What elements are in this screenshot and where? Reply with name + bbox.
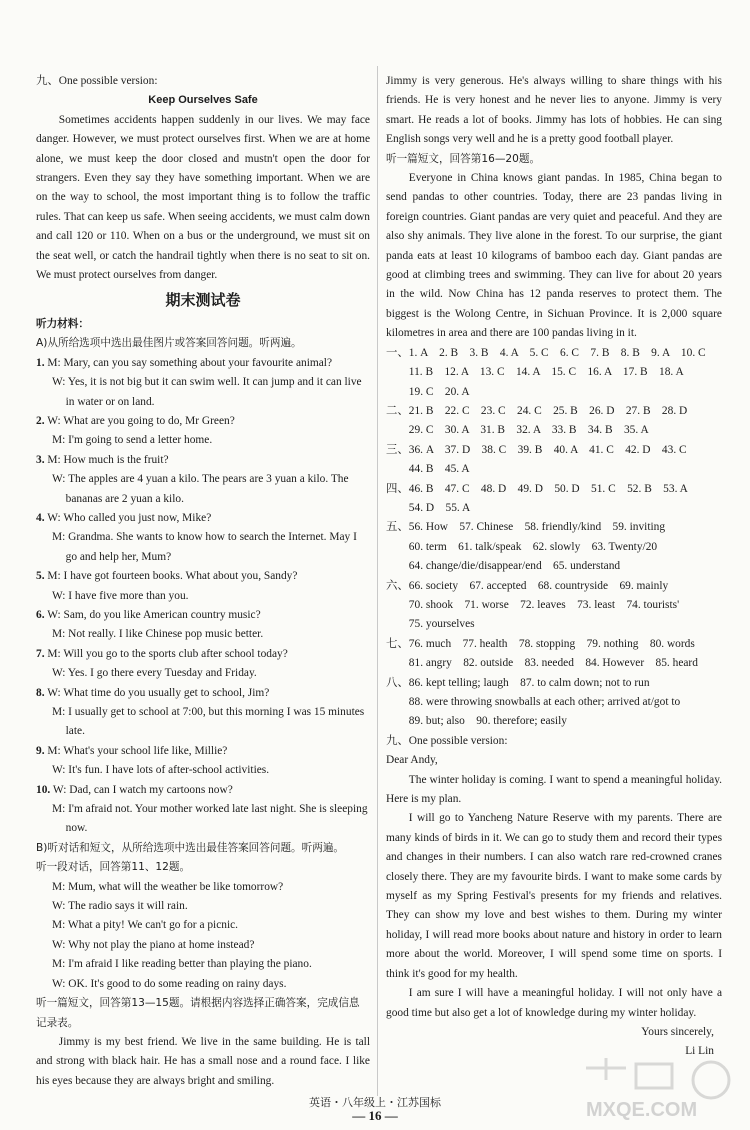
dialogue-line (36, 373, 370, 412)
column-divider (377, 66, 378, 1096)
dialogue-text: M: Grandma. She wants to know how to search the Internet. May I go and help her, Mum? (51, 531, 357, 563)
dialogue-line (36, 742, 370, 761)
letter-paragraph: I will go to Yancheng Nature Reserve with my parents. There are many kinds of birds in it. We can go to study them and record their types and changes in their numbers. I can also watch rare red-crowned cranes closely there. They are my favourite birds. I want to make some cards by myself as my Spring Festival's presents for my friends and relatives. They can show my love and best wishes to them. During my winter holiday, I will read more books about nature and history in order to learn more about the world. Moreover, I will spend some time on sports. I think it's good for my health. (386, 812, 722, 980)
letter-paragraph: I am sure I will have a meaningful holiday. I will not only have a good time but also get a lot of knowledge during my winter holiday. (386, 987, 722, 1019)
talk-line: M: I'm afraid I like reading better than playing the piano. (51, 958, 312, 971)
letter-closing: Yours sincerely, (641, 1025, 714, 1038)
page-footer: 英语・八年级上・江苏国标 (309, 1096, 441, 1109)
jimmy-passage: Jimmy is my best friend. We live in the same building. He is tall and strong with black hair. He has a small nose and a round face. I like his eyes because they are always bright and smiling. (36, 1035, 370, 1087)
page-number: — 16 — (352, 1108, 398, 1123)
dialogue-line (36, 645, 370, 664)
dialogue-line (36, 587, 370, 606)
question-number: 3. (36, 453, 45, 466)
watermark-glyph-icon (586, 1058, 672, 1088)
section-b-instructions: B)听对话和短文，从所给选项中选出最佳答案回答问题。听两遍。 (36, 841, 345, 854)
answer-line: 29. C 30. A 31. B 32. A 33. B 34. B 35. A (408, 424, 649, 437)
dialogue-text: W: Who called you just now, Mike? (47, 511, 212, 524)
dialogue-text: M: I usually get to school at 7:00, but this morning I was 15 minutes late. (51, 706, 365, 738)
dialogue-line (36, 528, 370, 567)
watermark-logo (576, 1054, 736, 1124)
jimmy-passage-continued: Jimmy is very generous. He's always willing to share things with his friends. He is very honest and he never lies to anyone. Jimmy is very smart. He reads a lot of books. Jimmy has lots of hobbies. He can sing English songs very well and he is a pretty good football player. (386, 75, 722, 146)
talk-line: W: OK. It's good to do some reading on rainy days. (51, 977, 287, 990)
section-a-instructions: A)从所给选项中选出最佳图片或答案回答问题。听两遍。 (36, 337, 302, 350)
dialogue-line (36, 354, 370, 373)
essay-title: Keep Ourselves Safe (148, 94, 258, 107)
dialogue-line (36, 470, 370, 509)
answer-line: 64. change/die/disappear/end 65. understand (408, 560, 621, 573)
dialogue-text: M: Mary, can you say something about your favourite animal? (47, 356, 332, 369)
dialogue-11-12-instructions: 听一段对话，回答第11、12题。 (36, 861, 191, 874)
dialogue-line (36, 664, 370, 683)
question-number: 4. (36, 511, 45, 524)
answer-line: 五、56. How 57. Chinese 58. friendly/kind 59. inviting (386, 521, 666, 534)
answer-line: 88. were throwing snowballs at each other; arrived at/got to (408, 696, 681, 708)
dialogue-text: M: How much is the fruit? (47, 453, 169, 466)
question-number: 1. (36, 356, 45, 369)
dialogue-line (36, 761, 370, 780)
question-number: 2. (36, 414, 45, 427)
writing-label: 九、One possible version: (36, 75, 158, 87)
answer-line: 六、66. society 67. accepted 68. countryside 69. mainly (386, 579, 669, 592)
dialogue-text: M: I'm afraid not. Your mother worked late last night. She is sleeping now. (51, 803, 368, 835)
dialogue-line (36, 412, 370, 431)
dialogue-line (36, 625, 370, 644)
dialogue-text: W: Yes. I go there every Tuesday and Friday. (51, 667, 257, 680)
passage-16-20-instructions: 听一篇短文，回答第16—20题。 (386, 152, 541, 165)
talk-line: M: What a pity! We can't go for a picnic. (51, 919, 239, 932)
answer-key (386, 344, 722, 732)
dialogue-line (36, 800, 370, 839)
dialogue-text: W: I have five more than you. (51, 589, 189, 602)
dialogue-line (36, 509, 370, 528)
answer-line: 70. shook 71. worse 72. leaves 73. least 74. tourists' (408, 598, 680, 611)
answer-line: 44. B 45. A (408, 463, 470, 476)
dialogue-line (36, 567, 370, 586)
dialogue-text: W: Dad, can I watch my cartoons now? (52, 783, 233, 796)
dialogue-list (36, 354, 370, 839)
talk-line: W: Why not play the piano at home instead? (51, 938, 255, 951)
dialogue-line (36, 684, 370, 703)
question-number: 7. (36, 647, 45, 660)
dialogue-line (36, 431, 370, 450)
dialogue-text: W: The apples are 4 yuan a kilo. The pears are 3 yuan a kilo. The bananas are 2 yuan a kilo. (51, 473, 349, 505)
left-column (36, 72, 370, 1091)
letter-writing-label: 九、One possible version: (386, 734, 508, 747)
passage-13-15-instructions: 听一篇短文，回答第13—15题。请根据内容选择正确答案，完成信息记录表。 (36, 997, 360, 1029)
question-number: 9. (36, 744, 45, 757)
answer-line: 一、1. A 2. B 3. B 4. A 5. C 6. C 7. B 8. B 9. A 10. C (386, 346, 706, 359)
dialogue-line (36, 606, 370, 625)
letter-paragraph: The winter holiday is coming. I want to spend a meaningful holiday. Here is my plan. (386, 773, 722, 806)
dialogue-text: M: Not really. I like Chinese pop music better. (51, 628, 264, 641)
exam-title: 期末测试卷 (165, 291, 241, 310)
answer-line: 四、46. B 47. C 48. D 49. D 50. D 51. C 52. B 53. A (386, 482, 688, 495)
dialogue-line (36, 451, 370, 470)
letter-greeting: Dear Andy, (386, 754, 438, 767)
talk-line: M: Mum, what will the weather be like tomorrow? (51, 880, 284, 893)
dialogue-text: M: Will you go to the sports club after school today? (47, 647, 288, 660)
dialogue-text: W: What are you going to do, Mr Green? (47, 414, 235, 427)
answer-line: 三、36. A 37. D 38. C 39. B 40. A 41. C 42. D 43. C (386, 443, 687, 456)
answer-line: 81. angry 82. outside 83. needed 84. However 85. heard (408, 657, 698, 670)
answer-line: 二、21. B 22. C 23. C 24. C 25. B 26. D 27. B 28. D (386, 404, 688, 417)
question-number: 10. (36, 783, 51, 796)
letter-signature: Li Lin (685, 1045, 714, 1058)
answer-line: 八、86. kept telling; laugh 87. to calm down; not to run (386, 676, 650, 689)
dialogue-text: W: It's fun. I have lots of after-school activities. (51, 764, 270, 777)
dialogue-line (36, 781, 370, 800)
answer-line: 11. B 12. A 13. C 14. A 15. C 16. A 17. B 18. A (408, 366, 684, 379)
answer-line: 19. C 20. A (408, 385, 470, 398)
right-column (386, 72, 722, 1062)
dialogue-text: M: I'm going to send a letter home. (51, 434, 213, 447)
dialogue-text: W: Sam, do you like American country music? (47, 608, 261, 621)
answer-line: 54. D 55. A (408, 501, 471, 514)
answer-line: 60. term 61. talk/speak 62. slowly 63. Twenty/20 (408, 540, 658, 553)
listening-label: 听力材料： (36, 317, 89, 330)
talk-line: W: The radio says it will rain. (51, 900, 188, 913)
dialogue-text: M: What's your school life like, Millie? (47, 744, 228, 757)
dialogue-text: W: Yes, it is not big but it can swim well. It can jump and it can live in water or on land. (51, 376, 362, 408)
watermark-text: MXQE.COM (586, 1099, 698, 1121)
panda-passage: Everyone in China knows giant pandas. In 1985, China began to send pandas to other countries. Today, there are 23 pandas living in foreign countries. Giant pandas are very quiet and peaceful. And they are also shy animals. They live alone in the forest. To our surprise, the giant panda eats at least 10 kilograms of bamboo each day. Giant pandas are good at climbing trees and swimming. They can live for about 20 years in the wild. Now China has 12 panda reserves to protect them. The biggest is the Wolong Centre, in Sichuan Province. It is 2,000 square kilometres in area and there are 100 pandas living in it. (386, 172, 722, 340)
answer-line: 75. yourselves (408, 618, 475, 631)
dialogue-text: M: I have got fourteen books. What about you, Sandy? (47, 570, 298, 583)
answer-line: 七、76. much 77. health 78. stopping 79. nothing 80. words (386, 637, 695, 650)
dialogue-text: W: What time do you usually get to school, Jim? (47, 686, 270, 699)
essay-text: Sometimes accidents happen suddenly in our lives. We may face danger. However, we must protect ourselves first. When we are at home alone, we must keep the door closed and mustn't open the door for strangers. Even they say they have something important. When we are on the way to school, the most important thing is to follow the traffic rules. That can keep us safe. When seeing accidents, we must calm down and call 120 or 110. When on a bus or the underground, we must sit on the seat well, or catch the handrail tightly when there is no seat to sit on. We must protect ourselves from danger. (36, 113, 370, 282)
question-number: 6. (36, 608, 45, 621)
answer-line: 89. but; also 90. therefore; easily (408, 715, 567, 728)
question-number: 5. (36, 570, 45, 583)
question-number: 8. (36, 686, 45, 699)
dialogue-line (36, 703, 370, 742)
talk-block (36, 878, 370, 994)
